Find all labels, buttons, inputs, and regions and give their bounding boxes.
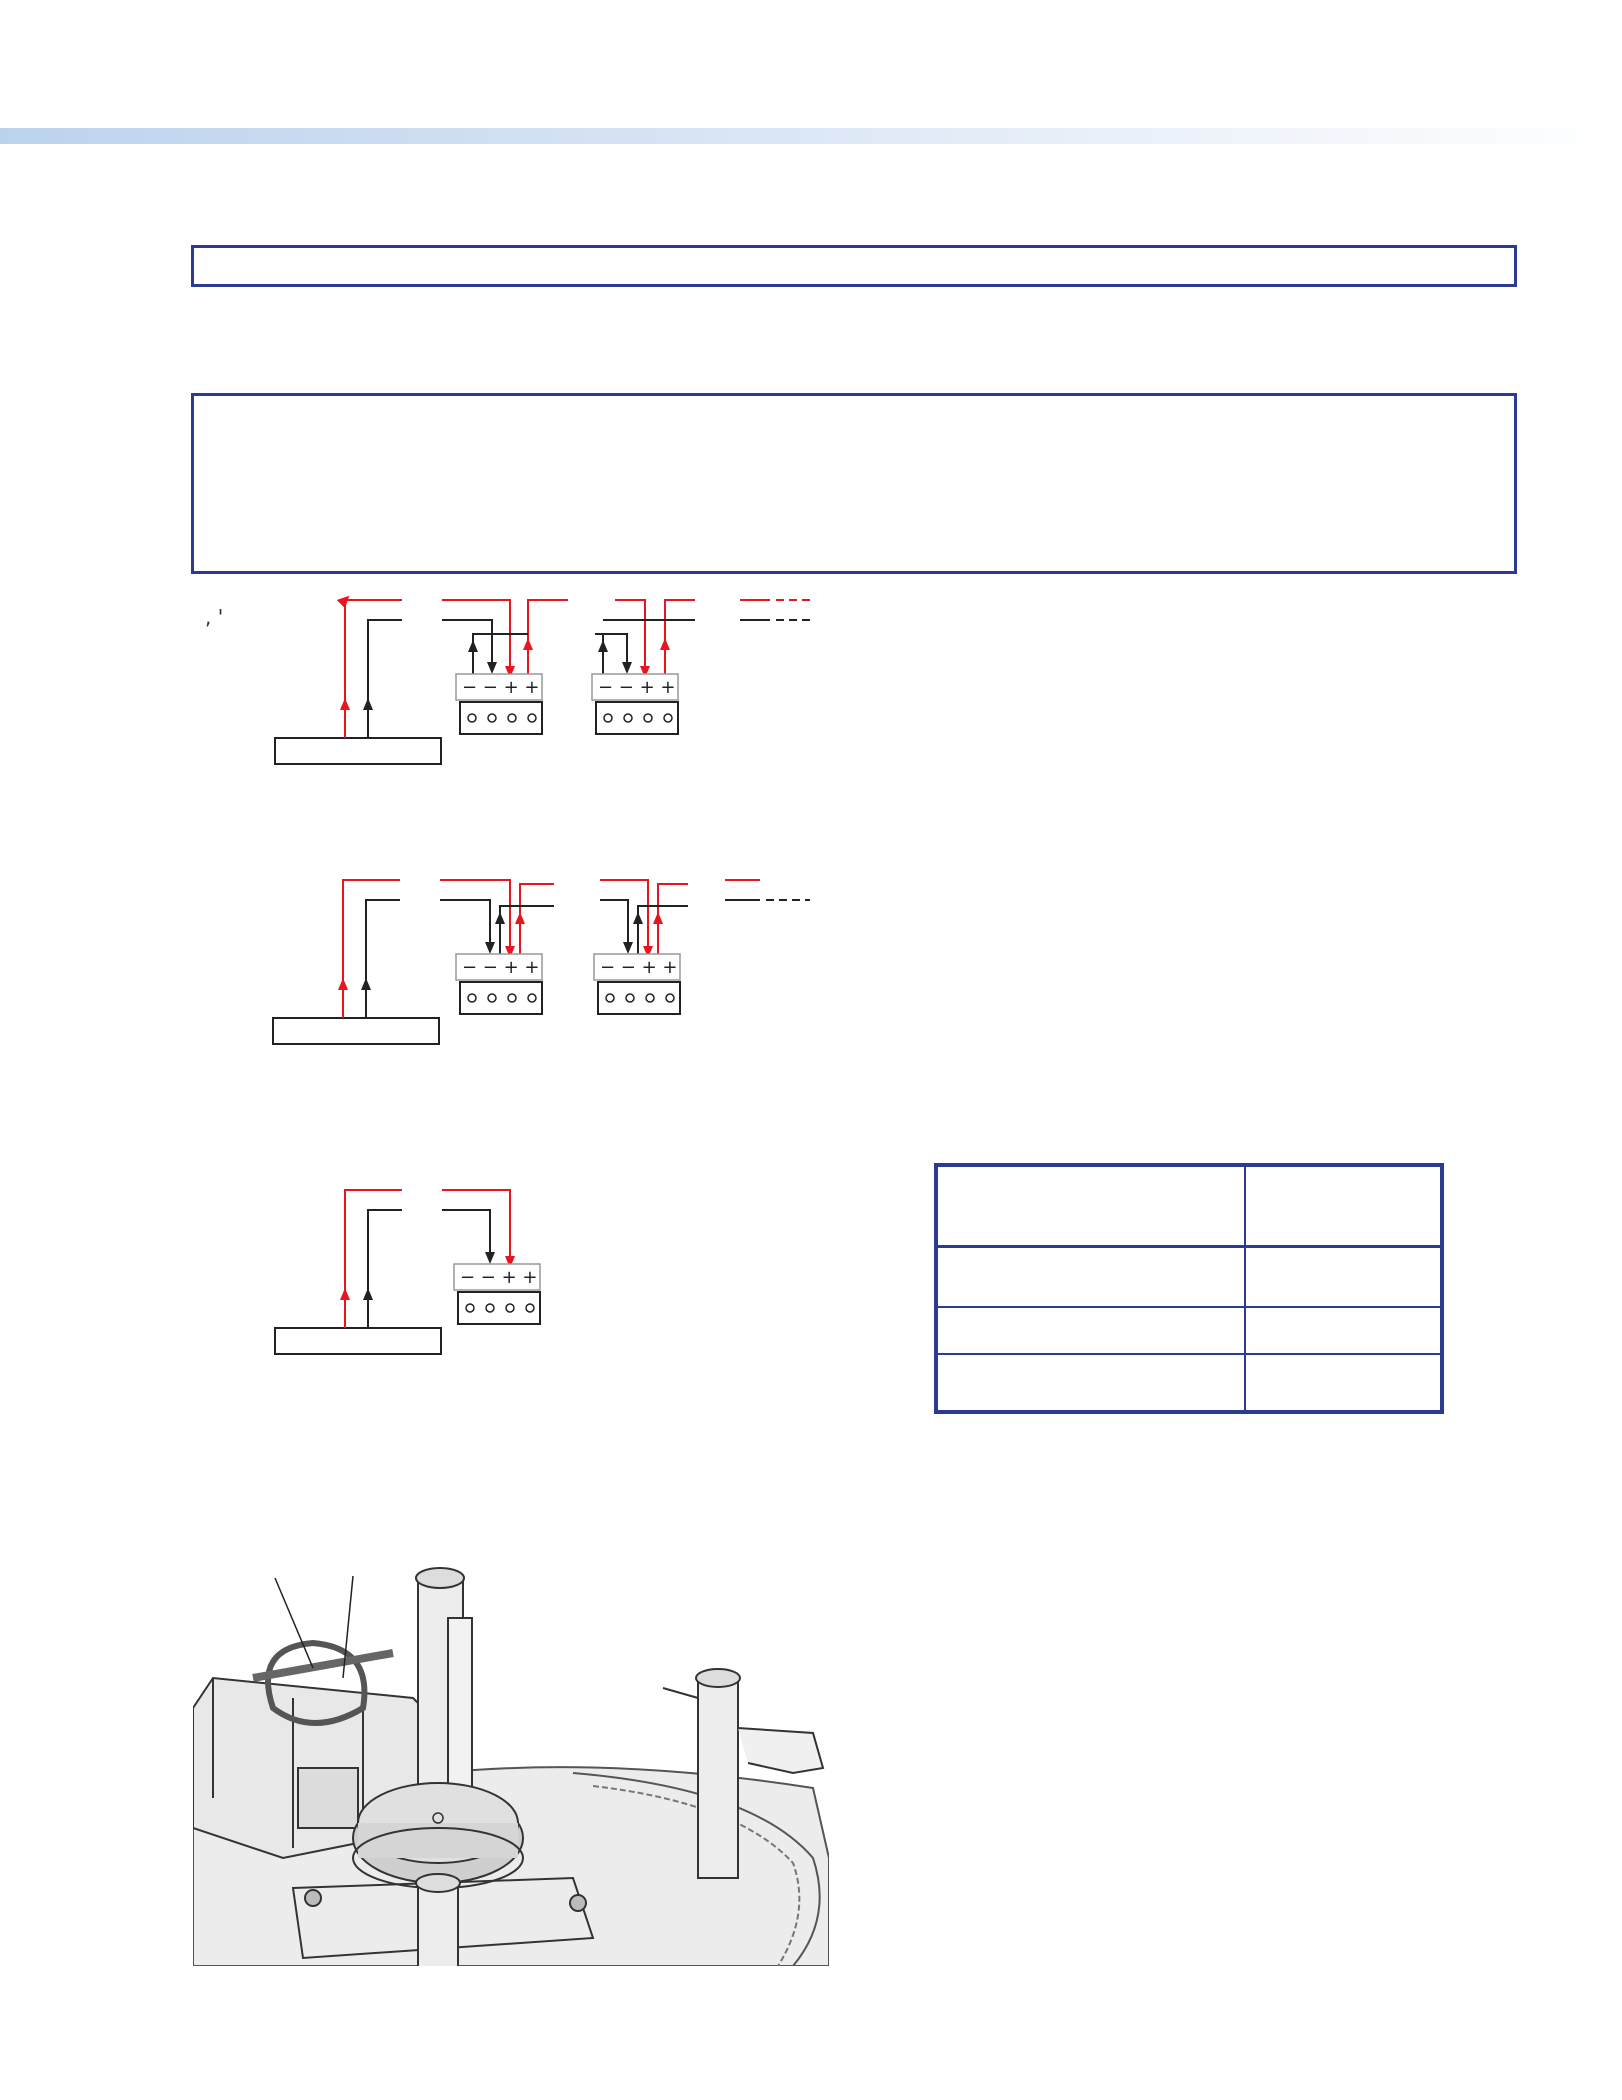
svg-text:− − + +: − − + + bbox=[462, 677, 540, 698]
note-box-large bbox=[191, 393, 1517, 574]
svg-text:− − + +: − − + + bbox=[598, 677, 676, 698]
table-row-divider bbox=[938, 1306, 1440, 1308]
note-box-top bbox=[191, 245, 1517, 287]
terminal-connector bbox=[456, 954, 542, 1014]
speaker-illustration bbox=[193, 1558, 829, 1966]
amplifier-box bbox=[275, 1328, 441, 1354]
terminal-connector bbox=[456, 674, 542, 734]
terminal-connector bbox=[594, 954, 680, 1014]
wiring-diagram-3 bbox=[270, 1188, 590, 1368]
table-row-divider bbox=[938, 1353, 1440, 1355]
terminal-connector bbox=[454, 1264, 540, 1324]
wiring-diagram-1 bbox=[270, 598, 830, 778]
table-row-divider bbox=[938, 1245, 1440, 1248]
table-column-divider bbox=[1244, 1167, 1246, 1410]
svg-text:− − + +: − − + + bbox=[462, 957, 540, 978]
amplifier-box bbox=[273, 1018, 439, 1044]
stray-mark: , ' bbox=[205, 605, 224, 629]
svg-text:− − + +: − − + + bbox=[600, 957, 678, 978]
wiring-diagram-2 bbox=[270, 878, 830, 1058]
spec-table bbox=[934, 1163, 1444, 1414]
amplifier-box bbox=[275, 738, 441, 764]
terminal-connector bbox=[592, 674, 678, 734]
header-band bbox=[0, 128, 1622, 144]
svg-text:− − + +: − − + + bbox=[460, 1267, 538, 1288]
